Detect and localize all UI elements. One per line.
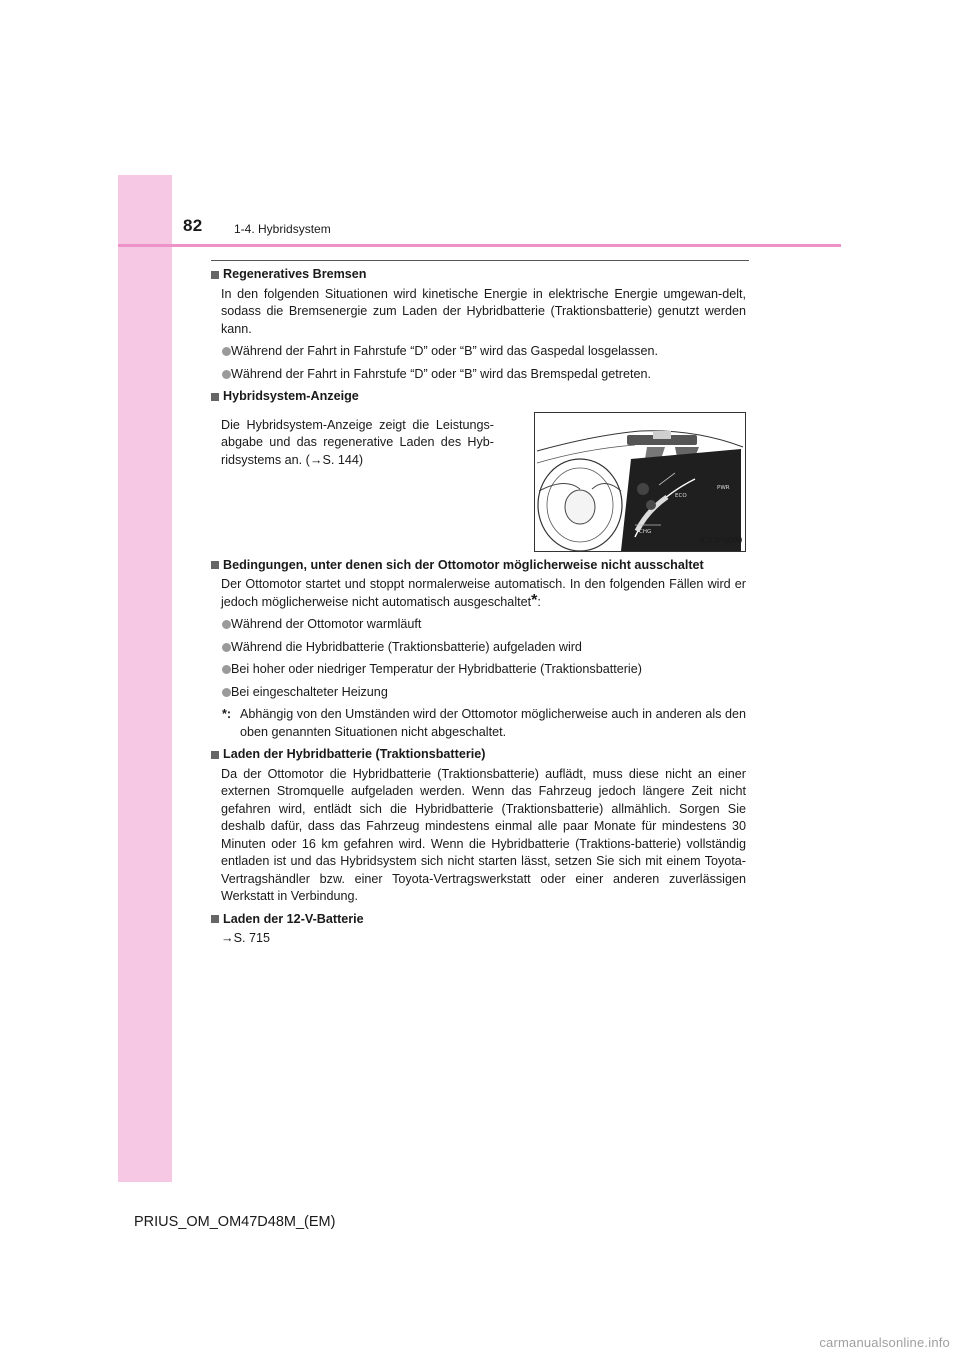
section-charging-hybrid-battery — [211, 746, 746, 906]
round-bullet-icon — [222, 688, 231, 697]
heading-text: Bedingungen, unter denen sich der Ottomotor möglicherweise nicht ausschaltet — [223, 557, 704, 572]
chg-label: CHG — [639, 528, 652, 535]
page-content — [211, 266, 746, 948]
round-bullet-icon — [222, 620, 231, 629]
round-bullet-icon — [222, 347, 231, 356]
side-color-band — [118, 175, 172, 1182]
footnote-mark: *: — [222, 707, 232, 721]
section-heading — [211, 266, 746, 284]
list-item: Während der Ottomotor warmläuft — [211, 616, 746, 634]
heading-text: Laden der Hybridbatterie (Traktionsbatterie) — [223, 747, 486, 761]
pwr-label: PWR — [717, 484, 730, 491]
bullet-list — [211, 616, 746, 701]
section-regenerative-braking — [211, 266, 746, 383]
round-bullet-icon — [222, 370, 231, 379]
illustration-code: IO13PS009 — [699, 535, 742, 545]
section-hybrid-display — [211, 388, 746, 552]
square-bullet-icon — [211, 915, 219, 923]
heading-text: Regeneratives Bremsen — [223, 267, 367, 281]
footer-code: PRIUS_OM_OM47D48M_(EM) — [134, 1214, 336, 1230]
dashboard-drawing — [535, 413, 745, 551]
square-bullet-icon — [211, 751, 219, 759]
watermark: carmanualsonline.info — [819, 1335, 950, 1350]
heading-text: Laden der 12-V-Batterie — [223, 911, 364, 926]
square-bullet-icon — [211, 393, 219, 401]
footnote-text: Abhängig von den Umständen wird der Ottomotor möglicherweise auch in anderen als den oben genannten Situationen nicht abgeschaltet. — [240, 707, 746, 739]
footnote — [211, 706, 746, 741]
chapter-title: 1-4. Hybridsystem — [234, 222, 331, 236]
dashboard-illustration — [534, 412, 746, 552]
section-paragraph: Da der Ottomotor die Hybridbatterie (Traktionsbatterie) auflädt, muss diese nicht an einer externen Stromquelle aufgeladen werden. Wenn das Fahrzeug jedoch längere Zeit nicht gefahren wird, entlädt sich die Hybridbatterie (Traktionsbatterie) allmählich. Sorgen Sie deshalb dafür, dass das Fahrzeug mindestens einmal alle paar Monate für mindestens 30 Minuten oder 16 km gefahren wird. Wenn die Hybridbatterie (Traktions-batterie) vollständig entladen ist und das Hybridsystem sich nicht starten lässt, setzen Sie sich mit einem Toyota-Vertragshändler bzw. einer Toyota-Vertragswerkstatt oder einer anderen zuverlässigen Werkstatt in Verbindung. — [221, 766, 746, 903]
list-item: Während die Hybridbatterie (Traktionsbatterie) aufgeladen wird — [211, 639, 746, 657]
section-heading — [211, 746, 746, 764]
square-bullet-icon — [211, 561, 219, 569]
heading-text: Hybridsystem-Anzeige — [223, 389, 359, 403]
page-number: 82 — [183, 216, 203, 235]
round-bullet-icon — [222, 643, 231, 652]
header-rule — [118, 244, 841, 247]
list-item: Während der Fahrt in Fahrstufe “D” oder “B” wird das Gaspedal losgelassen. — [211, 343, 746, 361]
section-paragraph: Die Hybridsystem-Anzeige zeigt die Leistungs-abgabe und das regenerative Laden des Hyb-ridsystems an. (→S. 144) — [221, 417, 494, 467]
list-item: Während der Fahrt in Fahrstufe “D” oder “B” wird das Bremspedal getreten. — [211, 366, 746, 384]
section-divider — [211, 260, 749, 261]
page-reference: →S. 715 — [221, 931, 271, 945]
list-item: Bei eingeschalteter Heizung — [211, 684, 746, 702]
bullet-list — [211, 343, 746, 383]
section-heading — [211, 911, 746, 929]
footnote-star: * — [531, 591, 538, 609]
section-paragraph: Der Ottomotor startet und stoppt normalerweise automatisch. In den folgenden Fällen wird er jedoch möglicherweise nicht automatisch ausgeschaltet*: — [221, 577, 746, 609]
list-item: Bei hoher oder niedriger Temperatur der Hybridbatterie (Traktionsbatterie) — [211, 661, 746, 679]
section-engine-conditions — [211, 557, 746, 742]
section-heading — [211, 388, 746, 406]
section-heading — [211, 557, 746, 575]
square-bullet-icon — [211, 271, 219, 279]
section-paragraph: In den folgenden Situationen wird kinetische Energie in elektrische Energie umgewan-delt, sodass die Bremsenergie zum Laden der Hybridbatterie (Traktionsbatterie) genutzt werden kann. — [221, 286, 746, 336]
eco-label: ECO — [675, 492, 687, 499]
display-block — [211, 410, 746, 552]
section-charging-12v-battery — [211, 911, 746, 948]
round-bullet-icon — [222, 665, 231, 674]
